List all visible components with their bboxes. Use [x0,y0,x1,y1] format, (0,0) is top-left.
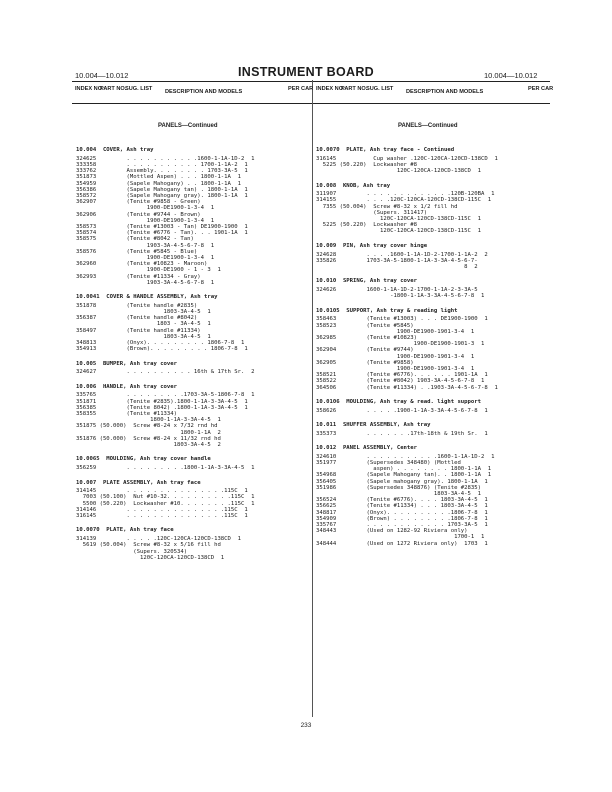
col-part-no: PART NO. [100,86,127,92]
part-row: 324627 . . . . . . . . . . 16th & 17th Sr. 2 [76,369,255,376]
col-index-no: INDEX NO. [75,86,104,92]
part-row: 1803-3A-4-5 2 [76,442,221,448]
part-row: 356524 (Tenite #6776). . . . 1803-3A-4-5 1 [316,497,488,504]
part-row: 358521 (Tenite #6776). . . . . . 1901-1A 1 [316,372,488,379]
section-heading: 10.0070 PLATE, Ash tray face - Continued [316,147,455,153]
section-title-right: PANELS—Continued [398,123,458,129]
part-row: 120C-120CA-120CD-138CD-115C 1 [316,216,482,222]
part-row: 335767 . . . . . . . . . . . . 1703-3A-5 1 [316,522,488,528]
part-row: 324626 1600-1-1A-1D-2-1700-1-1A-2-3-3A-5 [316,287,478,293]
part-row: 354909 (Brown) . . . . . . . . .1806-7-8 1 [316,515,488,522]
part-row: 351873 (Mottled Aspen) . . . 1800-1-1A 1 [76,174,242,181]
part-row: 335826 1703-3A-5-1800-1-1A-3-3A-4-5-6-7- [316,257,478,264]
header-rule-bottom [72,103,550,104]
part-row: 358574 (Tenite #6776 - Tan). . . 1901-1A 1 [76,230,248,237]
section-heading: 10.0105 SUPPORT, Ash tray & reading light [316,307,458,314]
part-row: 1900-DE1900 - 1 - 3 1 [76,267,221,274]
part-row: 314146 . . . . . . . . . . . . . . .115C 1 [76,506,248,513]
part-row: 8 2 [316,263,478,270]
part-row: 316145 . . . . . . . . . . . . . . .115C 1 [76,513,248,519]
part-row: 354913 (Brown). . . . . . . . . 1806-7-8 1 [76,346,248,353]
part-row: 324625 . . . . . . . . . . .1600-1-1A-1D-2 1 [76,155,255,162]
part-row: 1900-DE1900-1-3-4 1 [76,217,215,224]
part-row: 351875 (50.000) Screw #8-24 x 7/32 rnd hd [76,423,218,430]
part-row: 358626 . . . . .1900-1-1A-3-3A-4-5-6-7-8 1 [316,407,488,414]
part-row: 5225 (50.220) Lockwasher #8 [316,222,418,229]
header-code-right: 10.004—10.012 [484,71,538,80]
part-row: 324610 . . . . . . . . . . .1600-1-1A-1D-2 1 [316,453,495,460]
part-row: 362906 (Tenite #9744 - Brown) [76,211,201,218]
part-row: 348813 (Onyx). . . . . . . . . 1806-7-8 1 [76,340,245,346]
part-row: 362905 (Tenite #9858) [316,359,414,366]
section-heading: 10.0106 MOULDING, Ash tray & read. light support [316,398,482,405]
part-row: 351977 (Supersedes 348480) (Mottled [316,460,461,466]
col-per-car: PER CAR [288,86,314,92]
part-row: 356385 (Tenite 8042) .1800-1-1A-3-3A-4-5 1 [76,404,248,411]
part-row: 351878 (Tenite handle #2835) [76,302,198,309]
col-description: DESCRIPTION AND MODELS [406,89,484,95]
section-heading: 10.012 PANEL ASSEMBLY, Center [316,445,418,452]
part-row: 120C-120CA-120CD-138CD 1 [316,168,482,175]
part-row: 348817 (Onyx). . . . . . . . . .1806-7-8 1 [316,509,488,516]
part-row: 333762 Assembly. . . . . . . . 1703-3A-5 1 [76,168,248,175]
part-row: 362993 (Tenite #11334 - Gray) [76,273,201,280]
part-row: 351986 (Supersedes 348876) (Tenite #2835) [316,484,482,491]
section-heading: 10.007 PLATE ASSEMBLY, Ash tray face [76,479,201,486]
part-row: 1900-DE1900-1901-3 1 [316,341,485,348]
part-row: 7355 (50.004) Screw #8-32 x 1/2 fill hd [316,203,458,210]
part-row: 351876 (50.000) Screw #8-24 x 11/32 rnd hd [76,435,221,442]
part-row: 356386 (Sapele Mahogany tan) . 1800-1-1A 1 [76,186,248,193]
part-row: 1903-3A-4-5-6-7-8 1 [76,242,215,249]
section-heading: 10.0070 PLATE, Ash tray face [76,527,174,534]
part-row: 1900-DE1900-1901-3-4 1 [316,328,475,335]
col-description: DESCRIPTION AND MODELS [165,89,243,95]
part-row: 364506 (Tenite #11334) . .1903-3A-4-5-6-7-8 1 [316,384,498,391]
part-row: 358523 (Tenite #5845) [316,322,414,329]
part-row: 356387 (Tenite handle #8042) [76,315,198,322]
col-sug-list: SUG. LIST [366,86,394,92]
part-row: 358575 (Tenite #8042 - Tan) [76,236,194,243]
part-row: 358572 (Sapele Mahogany gray). 1800-1-1A 1 [76,192,248,199]
part-row: 362904 (Tenite #9744) [316,347,414,354]
col-per-car: PER CAR [528,86,554,92]
part-row: 335373 . . . . . . .17th-18th & 19th Sr. 1 [316,430,488,437]
part-row: 1803 - 3A-4-5 1 [76,321,211,328]
part-row: 362960 (Tenite #10823 - Maroon) [76,261,208,268]
part-row: 5225 (50.220) Lockwasher #8 [316,161,418,168]
part-row: 1700-1 1 [316,534,485,541]
part-row: 356405 (Sapele mahogany gray). 1800-1-1A 1 [316,478,488,485]
section-heading: 10.004 COVER, Ash tray [76,147,154,153]
part-row: 333358 . . . . . . . . . . . 1700-1-1A-2 1 [76,161,248,168]
part-row: 358497 (Tenite handle #11334) [76,327,201,334]
header-rule-top [72,81,550,82]
part-row: 358576 (Tenite #5845 - Blue) [76,248,198,255]
section-heading: 10.011 SHUFFER ASSEMBLY, Ash tray [316,422,431,428]
part-row: 356625 (Tenite #11334) . . . 1803-3A-4-5 1 [316,503,488,510]
part-row: 358522 (Tenite #8042) 1903-3A-4-5-6-7-8 1 [316,378,485,385]
part-row: 335765 . . . . . . . . .1703-3A-5-1806-7-8 1 [76,392,255,399]
part-row: 1900-DE1900-1-3-4 1 [76,254,215,261]
section-heading: 10.005 BUMPER, Ash tray cover [76,360,178,367]
section-heading: 10.010 SPRING, Ash tray cover [316,278,418,285]
part-row: 1800-1-1A-3-3A-4-5 1 [76,417,221,424]
part-row: 351871 (Tenite #2835).1800-1-1A-3-3A-4-5 1 [76,398,248,405]
section-title-left: PANELS—Continued [158,123,218,129]
part-row: aspen) . . . . . . . . 1800-1-1A 1 [316,466,492,473]
part-row: 354959 (Sapele Mahogany) . . 1800-1-1A 1 [76,180,242,187]
part-row: 1803-3A-4-5 1 [76,309,211,315]
part-row: 5500 (50.220) Lockwasher #10. . . . . . . .115C 1 [76,500,255,507]
part-row: 1800-1-1A 2 [76,429,221,436]
section-heading: 10.008 KNOB, Ash tray [316,182,391,189]
part-row: 348444 (Used on 1272 Riviera only) 1703 1 [316,540,488,547]
part-row: 324628 . . . .1600-1-1A-1D-2-1700-1-1A-2 2 [316,251,488,258]
part-row: 314139 . . . . .120C-120CA-120CD-138CD 1 [76,536,242,543]
part-row: 356259 . . . . . . . . .1800-1-1A-3-3A-4-5 1 [76,465,255,472]
part-row: 362985 (Tenite #10823) [316,334,418,341]
part-row: 358355 (Tenite #11334) [76,411,178,417]
section-heading: 10.0041 COVER & HANDLE ASSEMBLY, Ash tray [76,294,218,301]
part-row: 1900-DE1900-1-3-4 1 [76,205,215,212]
part-row: 358573 (Tenite #13003 - Tan) DE1900-1900 1 [76,223,248,230]
header-code-left: 10.004—10.012 [75,71,129,80]
part-row: 354968 (Sapele Mahogany tan). . 1800-1-1A 1 [316,472,492,479]
part-row: 314145 . . . . . . . . . . . . . . .115C 1 [76,488,248,495]
part-row: 7003 (50.100) Nut #10-32. . . . . . . . . .115C 1 [76,494,255,501]
part-row: 314155 . . . .120C-120CA-120CD-138CD-115C 1 [316,197,492,204]
part-row: 5619 (50.004) Screw #8-32 x 5/16 fill hd [76,542,221,549]
part-row: (Supers. 311417) [316,209,428,216]
part-row: 120C-120CA-120CD-138CD-115C 1 [316,228,482,235]
col-sug-list: SUG. LIST [125,86,153,92]
column-divider [312,80,313,717]
part-row: 1803-3A-4-5 1 [76,333,211,340]
part-row: (Supers. 320534) [76,548,188,555]
part-row: 316145 Cup washer .120C-120CA-120CD-138CD 1 [316,155,498,162]
part-row: 348443 (Used on 1282-92 Riviera only) [316,528,468,535]
part-row: -1800-1-1A-3-3A-4-5-6-7-8 1 [316,293,485,300]
part-row: 1903-3A-4-5-6-7-8 1 [76,279,215,286]
page-number: 233 [300,722,312,729]
part-row: 1900-DE1900-1901-3-4 1 [316,353,475,360]
page-title: INSTRUMENT BOARD [237,65,375,79]
part-row: 1803-3A-4-5 1 [316,491,482,497]
section-heading: 10.006 HANDLE, Ash tray cover [76,383,178,390]
col-part-no: PART NO. [341,86,368,92]
col-index-no: INDEX NO. [316,86,345,92]
section-heading: 10.009 PIN, Ash tray cover hinge [316,242,428,249]
part-row: 358463 (Tenite #13003) . . . DE1900-1900 1 [316,316,488,323]
part-row: 120C-120CA-120CD-138CD 1 [76,554,225,561]
section-heading: 10.0065 MOULDING, Ash tray cover handle [76,456,211,463]
part-row: 362907 (Tenite #9858 - Green) [76,199,201,206]
part-row: 1900-DE1900-1901-3-4 1 [316,365,475,372]
part-row: 311907 . . . . . . . . . . . . .120B-120BA 1 [316,191,495,198]
